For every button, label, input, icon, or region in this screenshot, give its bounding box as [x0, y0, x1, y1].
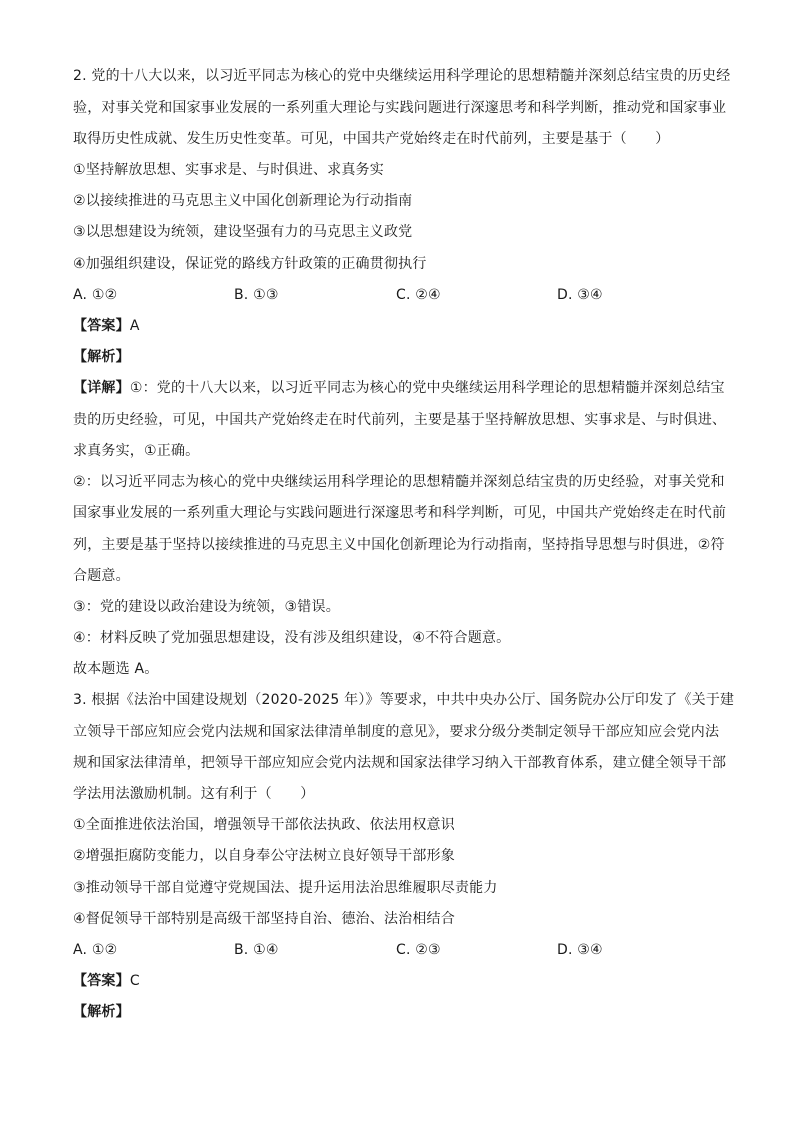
q3-answer-label: 【答案】 — [73, 973, 130, 989]
q2-answer-label: 【答案】 — [73, 318, 130, 334]
q3-stem-line-2: 立领导干部应知应会党内法规和国家法律清单制度的意见》，要求分级分类制定领导干部应知应会党内法 — [73, 724, 720, 740]
q3-option-c: C. ②③ — [396, 942, 441, 958]
q3-item-4: ④督促领导干部特别是高级干部坚持自治、德治、法治相结合 — [73, 911, 455, 927]
q2-detail-line-6: 列，主要是基于坚持以接续推进的马克思主义中国化创新理论为行动指南，坚持指导思想与时俱进，②符 — [73, 537, 725, 553]
q2-detail-line-5: 国家事业发展的一系列重大理论与实践问题进行深邃思考和科学判断，可见，中国共产党始终走在时代前 — [73, 505, 727, 521]
q3-stem-line-1: 3. 根据《法治中国建设规划（2020-2025 年）》等要求，中共中央办公厅、国务院办公厅印发了《关于建 — [73, 692, 735, 708]
q3-answer — [73, 971, 140, 991]
q3-item-1: ①全面推进依法治国，增强领导干部依法执政、依法用权意识 — [73, 817, 455, 833]
q2-detail-line-7: 合题意。 — [73, 568, 130, 584]
q3-option-d: D. ③④ — [557, 942, 603, 958]
q2-answer — [73, 316, 140, 336]
q2-option-a: A. ①② — [73, 287, 118, 303]
q2-item-3: ③以思想建设为统领，建设坚强有力的马克思主义政党 — [73, 224, 413, 240]
q2-item-2: ②以接续推进的马克思主义中国化创新理论为行动指南 — [73, 193, 413, 209]
q2-stem-line-1: 2. 党的十八大以来，以习近平同志为核心的党中央继续运用科学理论的思想精髓并深刻总结宝贵的历史经 — [73, 68, 731, 84]
q2-detail-line-3: 求真务实，①正确。 — [73, 443, 200, 459]
q3-analysis-label: 【解析】 — [73, 1004, 130, 1020]
q2-option-b: B. ①③ — [234, 287, 279, 303]
q3-stem-line-3: 规和国家法律清单，把领导干部应知应会党内法规和国家法律学习纳入干部教育体系，建立健全领导干部 — [73, 755, 727, 771]
q2-item-1: ①坚持解放思想、实事求是、与时俱进、求真务实 — [73, 162, 384, 178]
q3-answer-value: C — [129, 973, 140, 989]
q2-detail-label: 【详解】 — [73, 380, 130, 396]
q2-detail-line-2: 贵的历史经验，可见，中国共产党始终走在时代前列，主要是基于坚持解放思想、实事求是、与时俱进、 — [73, 412, 727, 428]
q2-detail-line-1: 【详解】①：党的十八大以来，以习近平同志为核心的党中央继续运用科学理论的思想精髓并深刻总结宝 — [73, 380, 725, 396]
q3-option-b: B. ①④ — [234, 942, 279, 958]
q2-stem-line-2: 验，对事关党和国家事业发展的一系列重大理论与实践问题进行深邃思考和科学判断，推动党和国家事业 — [73, 100, 727, 116]
q2-conclusion: 故本题选 A。 — [73, 661, 159, 677]
q2-detail-line-8: ③：党的建设以政治建设为统领，③错误。 — [73, 599, 340, 615]
q2-detail-line-9: ④：材料反映了党加强思想建设，没有涉及组织建设，④不符合题意。 — [73, 630, 511, 646]
q2-stem-line-3: 取得历史性成就、发生历史性变革。可见，中国共产党始终走在时代前列，主要是基于（ ） — [73, 131, 670, 147]
q3-item-2: ②增强拒腐防变能力，以自身奉公守法树立良好领导干部形象 — [73, 848, 455, 864]
q2-option-d: D. ③④ — [557, 287, 603, 303]
q2-analysis-label: 【解析】 — [73, 349, 130, 365]
q3-item-3: ③推动领导干部自觉遵守党规国法、提升运用法治思维履职尽责能力 — [73, 880, 498, 896]
q2-answer-value: A — [129, 318, 140, 334]
q3-stem-line-4: 学法用法激励机制。这有利于（ ） — [73, 786, 315, 802]
q2-item-4: ④加强组织建设，保证党的路线方针政策的正确贯彻执行 — [73, 256, 427, 272]
q2-detail-line-4: ②：以习近平同志为核心的党中央继续运用科学理论的思想精髓并深刻总结宝贵的历史经验，对事关党和 — [73, 474, 725, 490]
q3-option-a: A. ①② — [73, 942, 118, 958]
q2-option-c: C. ②④ — [396, 287, 441, 303]
